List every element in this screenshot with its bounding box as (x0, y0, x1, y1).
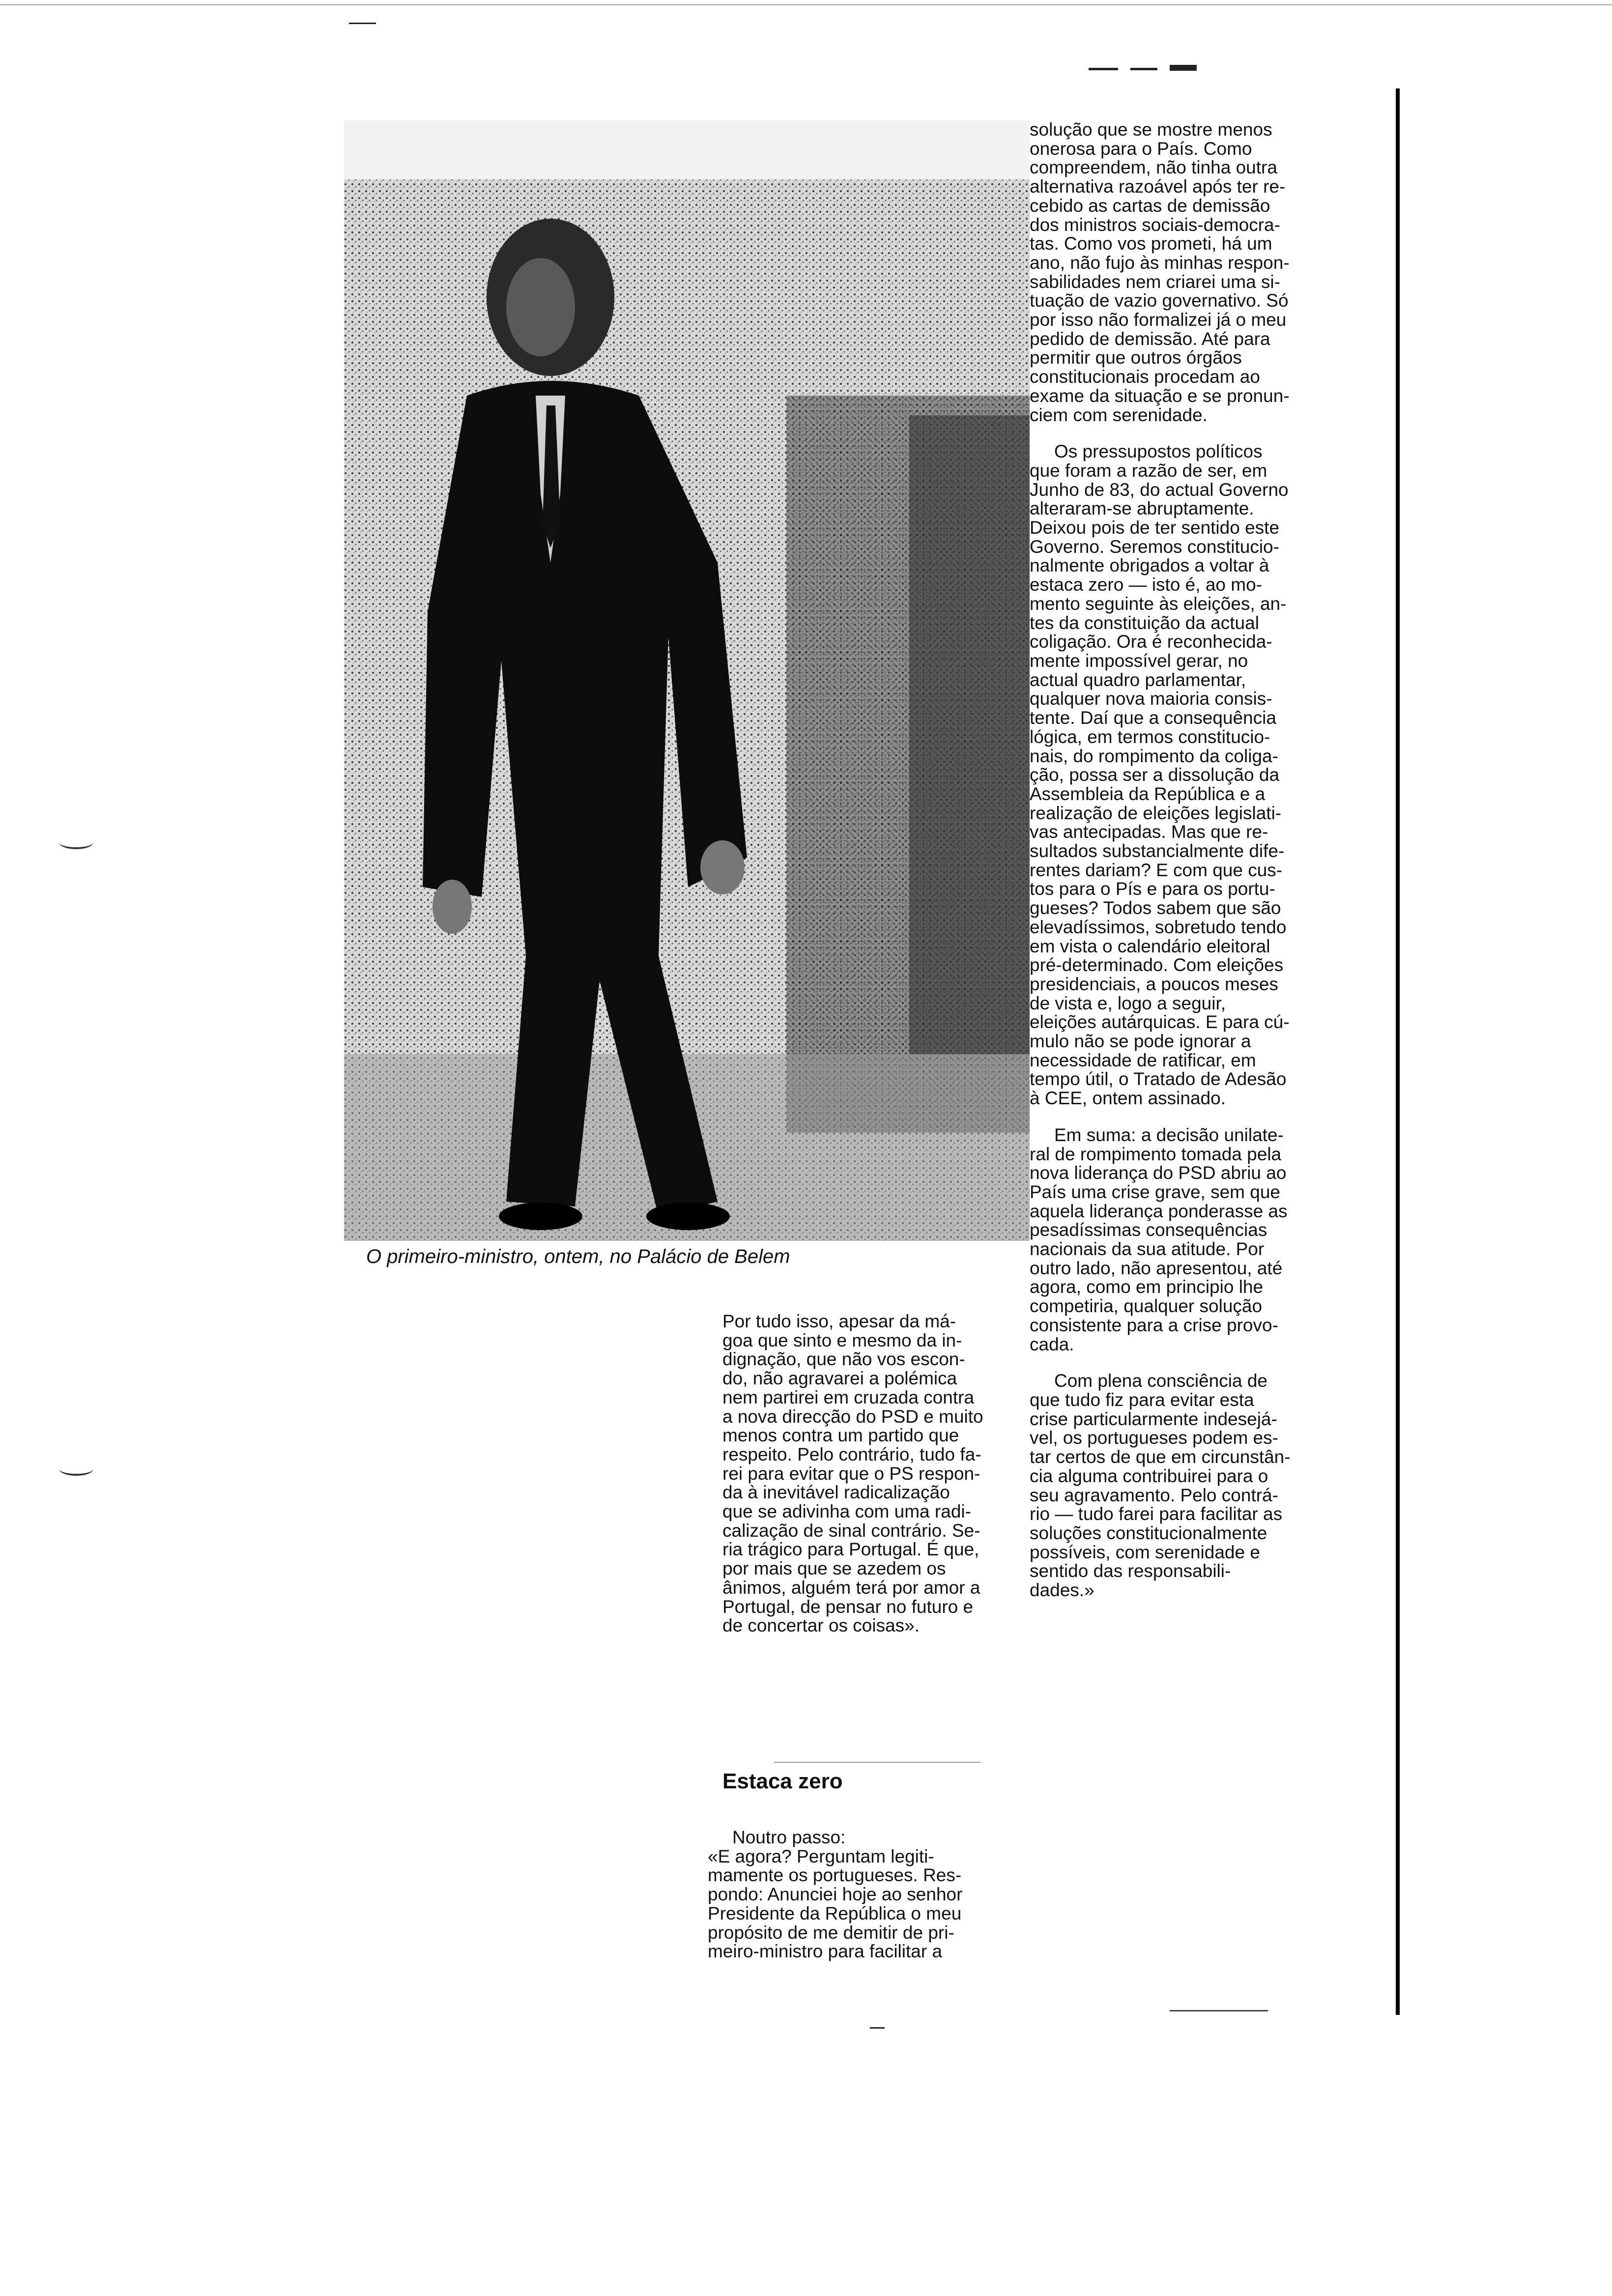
text-line: respeito. Pelo contrário, tudo fa- (722, 1444, 981, 1464)
text-line: qualquer nova maioria consis- (1030, 689, 1272, 709)
text-line: Com plena consciência de (1054, 1371, 1267, 1391)
news-photo (344, 120, 1030, 1241)
text-line: à CEE, ontem assinado. (1030, 1088, 1226, 1109)
text-line: tempo útil, o Tratado de Adesão (1030, 1069, 1287, 1090)
text-line: nacionais da sua atitude. Por (1030, 1239, 1265, 1260)
text-line: dignação, que não vos escon- (722, 1349, 965, 1370)
article-column-left (698, 1312, 1042, 1653)
text-line: pondo: Anunciei hoje ao senhor (708, 1884, 963, 1905)
bottom-dash-left (870, 2027, 885, 2029)
text-line: sultados substancialmente dife- (1030, 841, 1285, 861)
text-line: Presidente da República o meu (708, 1903, 962, 1923)
text-line: pré-determinado. Com eleições (1030, 955, 1284, 976)
text-line: mente impossível gerar, no (1030, 650, 1248, 671)
text-line: de concertar os coisas». (722, 1615, 920, 1636)
text-line: do, não agravarei a polémica (722, 1368, 957, 1389)
text-line: outro lado, não apresentou, até (1030, 1258, 1283, 1278)
text-line: eleições autárquicas. E para cú- (1030, 1012, 1290, 1033)
text-line: tar certos de que em circunstân- (1030, 1447, 1291, 1467)
text-line: mulo não se pode ignorar a (1030, 1031, 1251, 1052)
text-line: possíveis, com serenidade e (1030, 1542, 1260, 1562)
text-line: sentido das responsabili- (1030, 1561, 1231, 1581)
text-line: por isso não formalizei já o meu (1030, 310, 1287, 330)
text-line: permitir que outros órgãos (1030, 347, 1242, 368)
text-line: «E agora? Perguntam legiti- (708, 1846, 934, 1866)
text-line: mento seguinte às eleições, an- (1030, 593, 1287, 614)
text-line: solução que se mostre menos (1030, 119, 1272, 140)
text-line: seu agravamento. Pelo contrá- (1030, 1485, 1278, 1505)
text-line: nova liderança do PSD abriu ao (1030, 1163, 1287, 1183)
text-line: ânimos, alguém terá por amor a (722, 1577, 980, 1598)
text-line: realização de eleições legislati- (1030, 803, 1282, 823)
text-line: tuação de vazio governativo. Só (1030, 290, 1289, 311)
paragraph (698, 1312, 1042, 1636)
text-line: consistente para a crise provo- (1030, 1315, 1278, 1335)
text-line: tos para o Pís e para os portu- (1030, 879, 1275, 899)
text-line: meiro-ministro para facilitar a (708, 1941, 943, 1962)
scan-dash-3 (1170, 65, 1197, 71)
text-line: elevadíssimos, sobretudo tendo (1030, 917, 1287, 937)
text-line: calização de sinal contrário. Se- (722, 1520, 980, 1541)
text-line: presidenciais, a poucos meses (1030, 974, 1278, 994)
text-line: pedido de demissão. Até para (1030, 328, 1270, 349)
text-line: agora, como em principio lhe (1030, 1277, 1264, 1297)
text-line: ria trágico para Portugal. É que, (722, 1539, 979, 1560)
text-line: que tudo fiz para evitar esta (1030, 1390, 1254, 1410)
hole-punch-mark-upper (59, 835, 93, 849)
text-line: Noutro passo: (732, 1827, 846, 1847)
text-line: cia alguma contribuirei para o (1030, 1465, 1268, 1486)
text-line: cebido as cartas de demissão (1030, 195, 1270, 216)
text-line: nalmente obrigados a voltar à (1030, 555, 1269, 576)
text-line: compreendem, não tinha outra (1030, 157, 1277, 178)
text-line: pesadíssimas consequências (1030, 1220, 1267, 1240)
text-line: actual quadro parlamentar, (1030, 669, 1246, 690)
text-line: crise particularmente indesejá- (1030, 1408, 1277, 1429)
text-line: País uma crise grave, sem que (1030, 1181, 1280, 1202)
text-line: menos contra um partido que (722, 1425, 959, 1446)
bottom-dash-right (1170, 2010, 1268, 2011)
text-line: Junho de 83, do actual Governo (1030, 479, 1289, 500)
text-line: alternativa razoável após ter re- (1030, 176, 1286, 197)
text-line: de vista e, logo a seguir, (1030, 993, 1226, 1013)
text-line: ano, não fujo às minhas respon- (1030, 252, 1290, 273)
text-line: cada. (1030, 1334, 1074, 1354)
text-line: nem partirei em cruzada contra (722, 1387, 975, 1407)
text-line: aquela liderança ponderasse as (1030, 1201, 1288, 1221)
text-line: Assembleia da República e a (1030, 783, 1266, 804)
scan-top-line (0, 4, 1612, 5)
text-line: rentes dariam? E com que cus- (1030, 860, 1283, 880)
text-line: constitucionais procedam ao (1030, 367, 1260, 387)
text-line: sabilidades nem criarei uma si- (1030, 271, 1280, 292)
text-line: tente. Daí que a consequência (1030, 708, 1276, 728)
text-line: que foram a razão de ser, em (1030, 460, 1267, 481)
text-line: da à inevitável radicalização (722, 1482, 950, 1503)
text-line: mamente os portugueses. Res- (708, 1865, 962, 1886)
text-line: a nova direcção do PSD e muito (722, 1406, 983, 1427)
paragraph (1030, 120, 1383, 425)
text-line: em vista o calendário eleitoral (1030, 936, 1270, 956)
photo-caption: O primeiro-ministro, ontem, no Palácio de Belem (366, 1246, 790, 1267)
paragraph (708, 1828, 1042, 1961)
text-line: gueses? Todos sabem que são (1030, 898, 1281, 918)
text-line: que se adivinha com uma radi- (722, 1501, 971, 1522)
text-line: Deixou pois de ter sentido este (1030, 517, 1280, 538)
text-line: tas. Como vos prometi, há um (1030, 233, 1272, 254)
text-line: rio — tudo farei para facilitar as (1030, 1504, 1283, 1524)
section-subheading: Estaca zero (722, 1769, 843, 1793)
text-line: competiria, qualquer solução (1030, 1296, 1263, 1317)
hole-punch-mark-lower (59, 1462, 93, 1476)
text-line: rei para evitar que o PS respon- (722, 1463, 980, 1484)
paragraph (1030, 442, 1383, 1108)
text-line: Os pressupostos políticos (1054, 441, 1263, 462)
text-line: exame da situação e se pronun- (1030, 385, 1290, 406)
text-line: onerosa para o País. Como (1030, 138, 1252, 159)
column-rule (1396, 88, 1400, 2015)
text-line: alteraram-se abruptamente. (1030, 498, 1254, 519)
text-line: vas antecipadas. Mas que re- (1030, 822, 1268, 842)
text-line: Governo. Seremos constitucio- (1030, 536, 1279, 557)
scan-dash-1 (1089, 68, 1118, 70)
text-line: ral de rompimento tomada pela (1030, 1144, 1282, 1164)
text-line: Em suma: a decisão unilate- (1054, 1124, 1284, 1145)
text-line: soluções constitucionalmente (1030, 1522, 1267, 1543)
text-line: dades.» (1030, 1580, 1094, 1601)
text-line: Portugal, de pensar no futuro e (722, 1596, 974, 1617)
text-line: goa que sinto e mesmo da in- (722, 1330, 962, 1350)
text-line: por mais que se azedem os (722, 1558, 946, 1579)
text-line: Por tudo isso, apesar da má- (722, 1311, 956, 1331)
scan-dash-2 (1130, 68, 1157, 70)
text-line: dos ministros sociais-democra- (1030, 214, 1280, 235)
text-line: nais, do rompimento da coliga- (1030, 746, 1278, 766)
text-line: estaca zero — isto é, ao mo- (1030, 574, 1262, 595)
divider-dots-left (774, 1762, 980, 1763)
paragraph (1030, 1372, 1383, 1600)
text-line: ção, possa ser a dissolução da (1030, 765, 1280, 785)
article-column-right (1030, 120, 1383, 1618)
scan-dash-top-left (349, 23, 376, 24)
text-line: tes da constituição da actual (1030, 612, 1259, 633)
text-line: necessidade de ratificar, em (1030, 1050, 1256, 1070)
text-line: vel, os portugueses podem es- (1030, 1428, 1278, 1448)
article-column-left-lower (708, 1828, 1042, 1979)
text-line: lógica, em termos constitucio- (1030, 726, 1270, 747)
text-line: coligação. Ora é reconhecida- (1030, 631, 1272, 652)
paragraph (1030, 1126, 1383, 1354)
text-line: propósito de me demitir de pri- (708, 1922, 954, 1943)
text-line: ciem com serenidade. (1030, 404, 1208, 425)
